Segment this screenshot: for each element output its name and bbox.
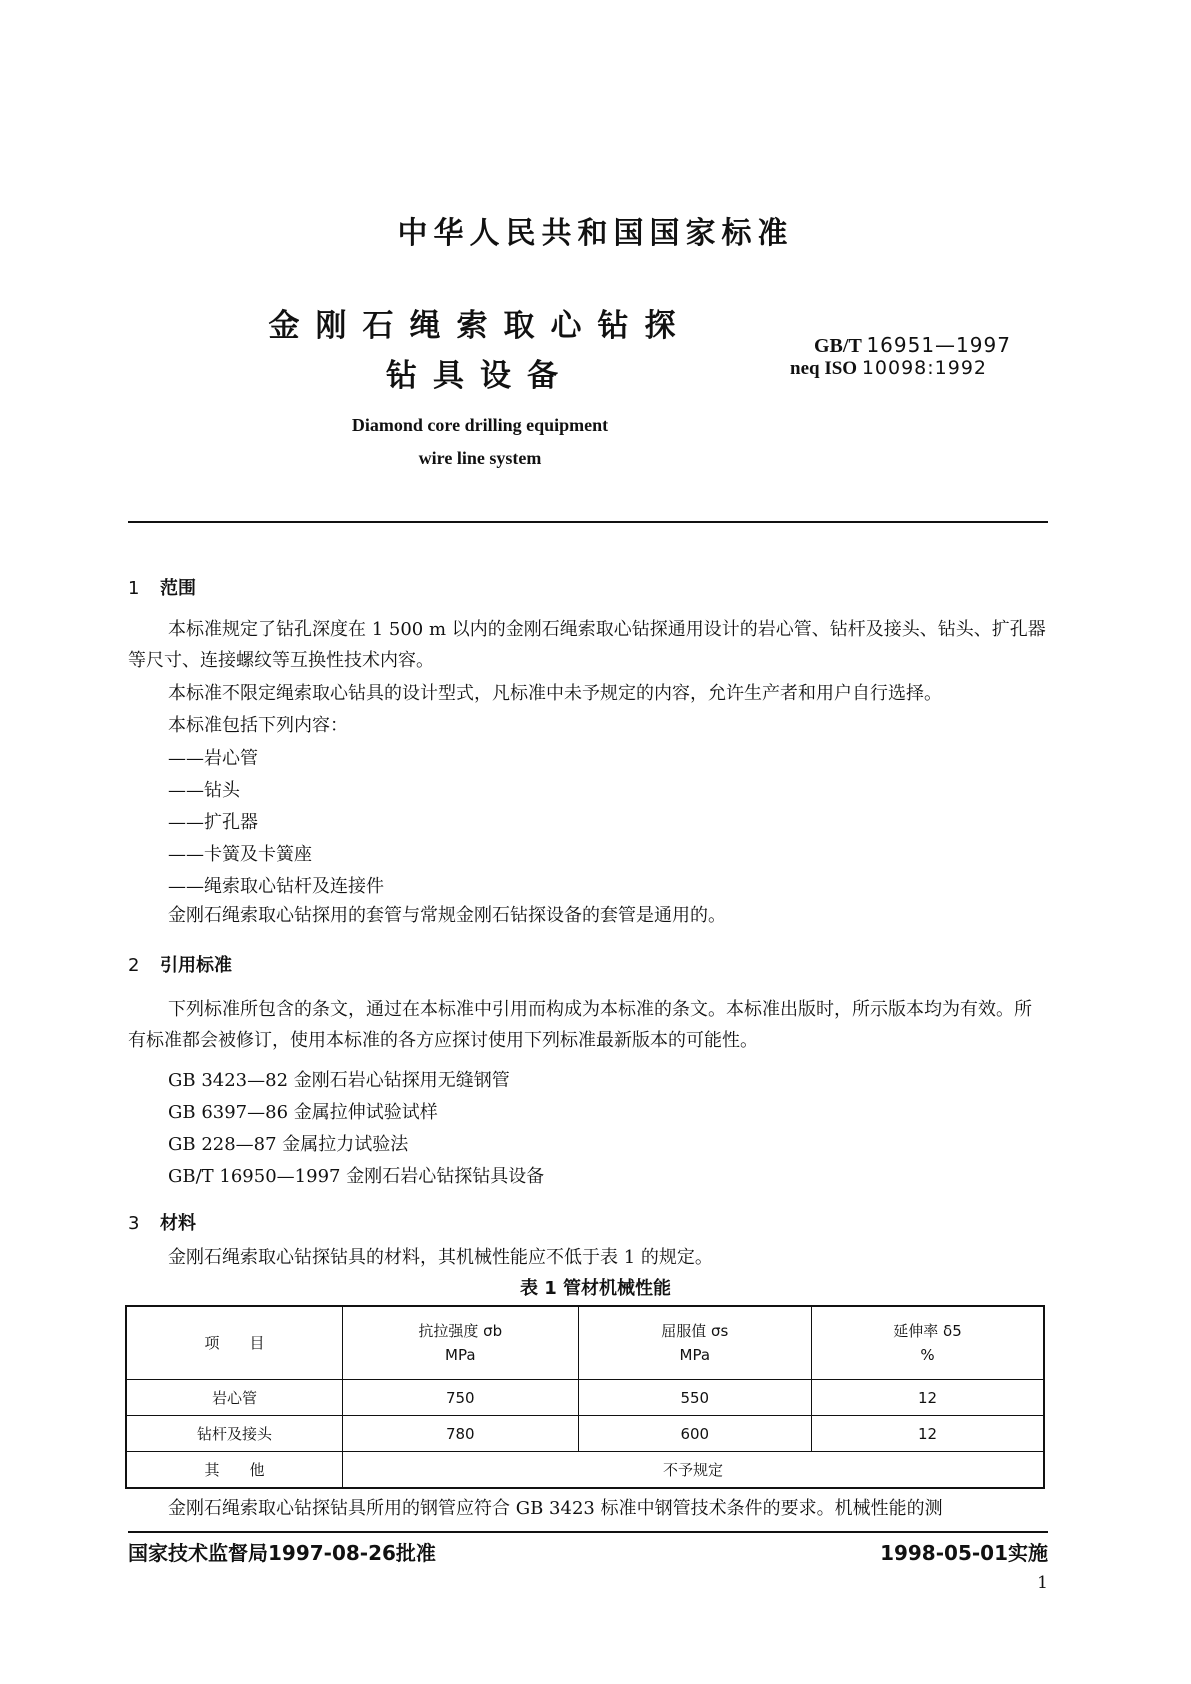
table-row (126, 1380, 1044, 1416)
header-cell (812, 1306, 1044, 1380)
reference-item: GB 3423—82 金刚石岩心钻探用无缝钢管 (168, 1070, 510, 1091)
list-item: ——钻头 (168, 780, 240, 801)
row-label: 岩心管 (126, 1380, 343, 1416)
section-1-paragraph-4: 金刚石绳索取心钻探用的套管与常规金刚石钻探设备的套管是通用的。 (168, 905, 726, 926)
table-cell: 12 (812, 1416, 1044, 1452)
table-cell: 不予规定 (343, 1452, 1044, 1489)
row-label: 其 他 (126, 1452, 343, 1489)
list-item: ——岩心管 (168, 748, 258, 769)
reference-item: GB/T 16950—1997 金刚石岩心钻探钻具设备 (168, 1166, 545, 1187)
section-3-paragraph-2: 金刚石绳索取心钻探钻具所用的钢管应符合 GB 3423 标准中钢管技术条件的要求。机械性能的测 (168, 1498, 943, 1519)
table-cell: 12 (812, 1380, 1044, 1416)
header-unit: MPa (679, 1346, 711, 1364)
list-item: ——扩孔器 (168, 812, 258, 833)
code-prefix: GB/T (814, 335, 862, 357)
english-title-line-2: wire line system (418, 448, 542, 468)
section-1-heading (128, 574, 196, 600)
table-row (126, 1452, 1044, 1489)
header-cell: 项 目 (126, 1306, 343, 1380)
header-divider (128, 521, 1048, 523)
neq-number: 10098:1992 (861, 357, 988, 379)
section-1-paragraph-3: 本标准包括下列内容： (168, 715, 348, 736)
header-unit: MPa (445, 1346, 476, 1364)
table-cell: 780 (343, 1416, 578, 1452)
section-3-heading (128, 1209, 196, 1235)
section-title: 引用标准 (160, 955, 232, 976)
table-cell: 550 (578, 1380, 811, 1416)
section-1-paragraph-2: 本标准不限定绳索取心钻具的设计型式，凡标准中未予规定的内容，允许生产者和用户自行选择。 (168, 683, 942, 704)
title-line-1: 金刚石绳索取心钻探 (268, 308, 692, 344)
table-row (126, 1416, 1044, 1452)
table-cell: 600 (578, 1416, 811, 1452)
section-3-paragraph-1: 金刚石绳索取心钻探钻具的材料，其机械性能应不低于表 1 的规定。 (168, 1247, 713, 1268)
english-title-line-1: Diamond core drilling equipment (351, 415, 609, 435)
section-number: 2 (128, 955, 140, 976)
reference-item: GB 228—87 金属拉力试验法 (168, 1134, 409, 1155)
title-line-2: 钻具设备 (386, 358, 574, 394)
table-cell: 750 (343, 1380, 578, 1416)
neq-prefix: neq ISO (790, 358, 858, 379)
page-number: 1 (1037, 1573, 1048, 1593)
header-unit: % (920, 1346, 935, 1364)
reference-item: GB 6397—86 金属拉伸试验试样 (168, 1102, 438, 1123)
approval-line: 国家技术监督局1997-08-26批准 (128, 1541, 436, 1565)
mechanical-properties-table (125, 1305, 1045, 1489)
code-number: 16951—1997 (866, 333, 1011, 357)
equivalence-code (790, 357, 987, 380)
table-header-row (126, 1306, 1044, 1380)
header-label: 屈服值 σs (661, 1322, 729, 1340)
standard-code (814, 333, 1011, 358)
section-title: 材料 (160, 1213, 196, 1234)
list-item: ——卡簧及卡簧座 (168, 844, 312, 865)
table-caption: 表 1 管材机械性能 (519, 1278, 672, 1299)
section-2-heading (128, 951, 232, 977)
section-2-paragraph-1: 下列标准所包含的条文，通过在本标准中引用而构成为本标准的条文。本标准出版时，所示版本均为有效。所有标准都会被修订，使用本标准的各方应探讨使用下列标准最新版本的可能性。 (128, 999, 1032, 1051)
footer-divider (128, 1531, 1048, 1533)
standard-header: 中华人民共和国国家标准 (397, 216, 794, 251)
header-label: 延伸率 δ5 (893, 1322, 962, 1340)
row-label: 钻杆及接头 (126, 1416, 343, 1452)
effective-date: 1998-05-01实施 (880, 1541, 1048, 1565)
list-item: ——绳索取心钻杆及连接件 (168, 876, 384, 897)
header-cell (343, 1306, 578, 1380)
header-cell (578, 1306, 811, 1380)
section-title: 范围 (160, 578, 196, 599)
header-label: 抗拉强度 σb (418, 1322, 503, 1340)
section-1-paragraph-1: 本标准规定了钻孔深度在 1 500 m 以内的金刚石绳索取心钻探通用设计的岩心管、钻杆及接头、钻头、扩孔器等尺寸、连接螺纹等互换性技术内容。 (128, 619, 1046, 671)
section-number: 1 (128, 578, 140, 599)
section-number: 3 (128, 1213, 140, 1234)
